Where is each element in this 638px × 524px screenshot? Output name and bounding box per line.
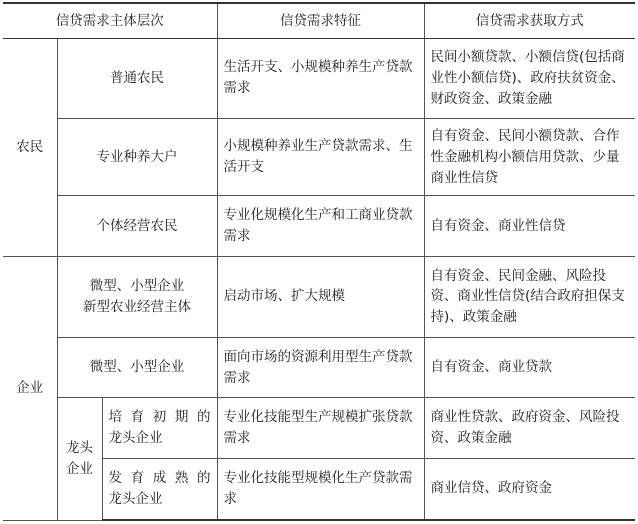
- header-subject-level: 信贷需求主体层次: [3, 3, 217, 39]
- feature-cell: 小规模种养业生产贷款需求、生活开支: [217, 118, 424, 196]
- credit-demand-table: [3, 2, 635, 521]
- header-access-method: 信贷需求获取方式: [424, 3, 635, 39]
- feature-cell: 面向市场的资源利用型生产贷款需求: [217, 337, 424, 398]
- table-row: [3, 196, 635, 257]
- subcategory-leading-enterprises: [57, 398, 102, 520]
- subject-cell: [102, 398, 217, 459]
- subject-cell: 微型、小型企业: [57, 337, 217, 398]
- subcategory-line: 企业: [66, 460, 93, 477]
- category-farmers: 农民: [3, 39, 57, 257]
- feature-cell: 启动市场、扩大规模: [217, 257, 424, 338]
- subject-line: 培育初期的: [108, 409, 211, 426]
- subject-cell: [102, 458, 217, 520]
- access-cell: 商业性贷款、政府资金、风险投资、政策金融: [424, 398, 635, 459]
- subject-cell: [57, 257, 217, 338]
- subject-cell: 普通农民: [57, 39, 217, 119]
- access-cell: 自有资金、民间金融、风险投资、商业性信贷(结合政府担保支持)、政策金融: [424, 257, 635, 338]
- table-row: [3, 398, 635, 459]
- header-demand-feature: 信贷需求特征: [217, 3, 424, 39]
- table-row: [3, 39, 635, 119]
- feature-cell: 专业化技能型生产规模扩张贷款需求: [217, 398, 424, 459]
- feature-cell: 专业化规模化生产和工商业贷款需求: [217, 196, 424, 257]
- access-cell: 商业信贷、政府资金: [424, 458, 635, 520]
- category-enterprises: 企业: [3, 257, 57, 520]
- table-row: [3, 337, 635, 398]
- subject-line: 新型农业经营主体: [83, 298, 192, 315]
- subject-cell: 个体经营农民: [57, 196, 217, 257]
- subject-line: 龙头企业: [108, 490, 163, 507]
- feature-cell: 生活开支、小规模种养生产贷款需求: [217, 39, 424, 119]
- subject-line: 龙头企业: [108, 430, 163, 447]
- access-cell: 民间小额贷款、小额信贷(包括商业性小额信贷)、政府扶贫资金、财政资金、政策金融: [424, 39, 635, 119]
- subject-line: 发育成熟的: [108, 470, 211, 487]
- access-cell: 自有资金、商业贷款: [424, 337, 635, 398]
- access-cell: 自有资金、民间小额贷款、合作性金融机构小额信用贷款、少量商业性信贷: [424, 118, 635, 196]
- table-row: [3, 257, 635, 338]
- access-cell: 自有资金、商业性信贷: [424, 196, 635, 257]
- table-header-row: [3, 3, 635, 39]
- subject-line: 微型、小型企业: [89, 277, 185, 294]
- feature-cell: 专业化技能型规模化生产贷款需求: [217, 458, 424, 520]
- table-row: [3, 118, 635, 196]
- subject-cell: 专业种养大户: [57, 118, 217, 196]
- subcategory-line: 龙头: [66, 439, 93, 456]
